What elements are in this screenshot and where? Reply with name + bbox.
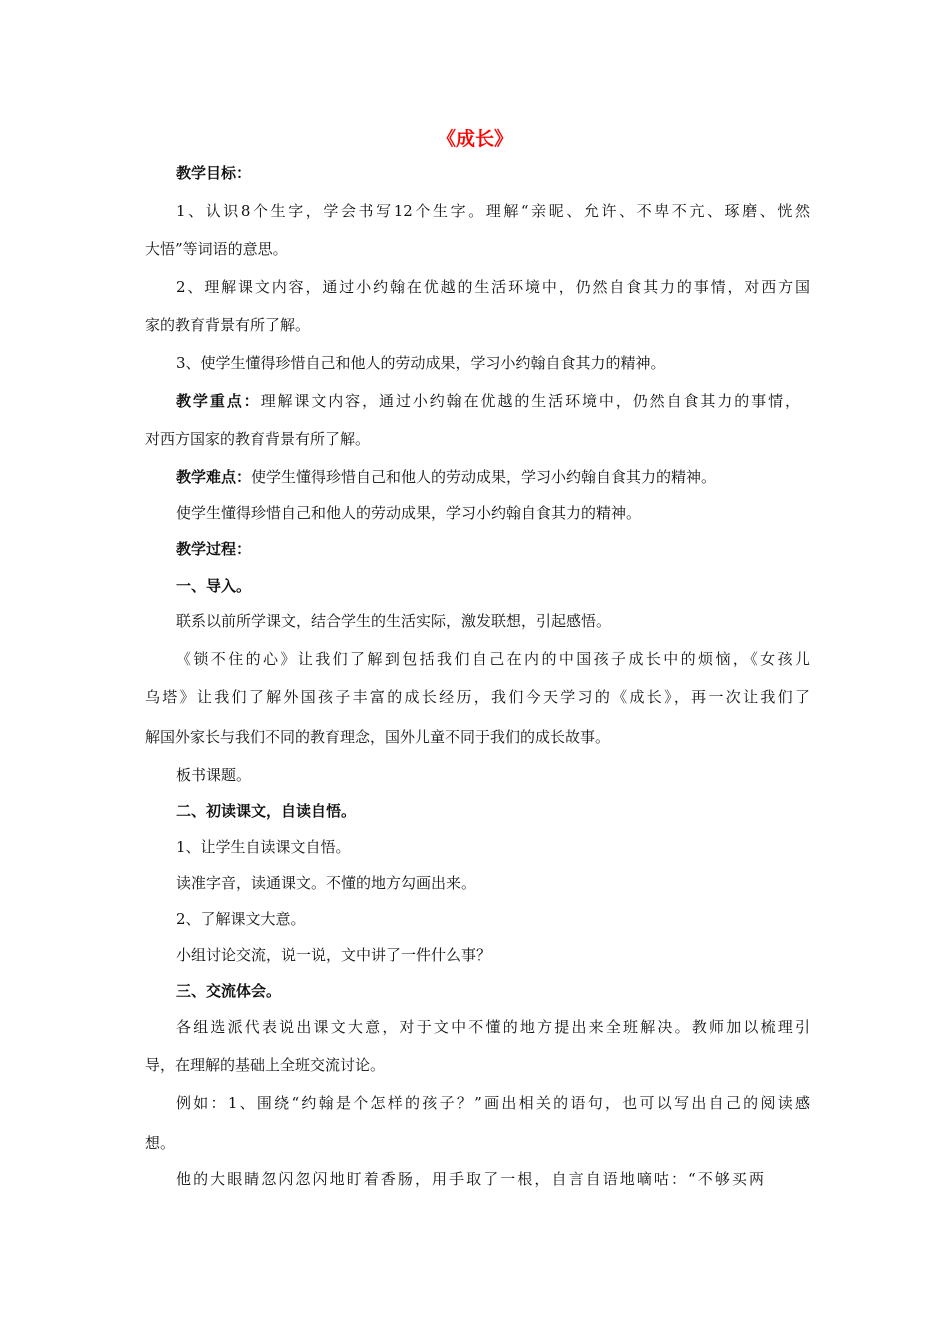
goal-2-line-2: 家的教育背景有所了解。	[145, 316, 311, 334]
section-3-paragraph-2-line-1: 例如：1、围绕“约翰是个怎样的孩子？”画出相关的语句，也可以写出自己的阅读感	[176, 1094, 810, 1112]
focus-line-2: 对西方国家的教育背景有所了解。	[145, 430, 371, 448]
section-3-paragraph-2-line-2: 想。	[145, 1134, 176, 1152]
section-1-paragraph-2-line-2: 乌塔》让我们了解外国孩子丰富的成长经历，我们今天学习的《成长》，再一次让我们了	[145, 688, 810, 706]
difficulty-text: 使学生懂得珍惜自己和他人的劳动成果，学习小约翰自食其力的精神。	[251, 468, 717, 486]
section-1-heading: 一、导入。	[176, 577, 252, 595]
section-3-paragraph-3: 他的大眼睛忽闪忽闪地盯着香肠，用手取了一根，自言自语地嘀咕：“不够买两	[176, 1170, 764, 1188]
goal-2-line-1: 2、理解课文内容，通过小约翰在优越的生活环境中，仍然自食其力的事情，对西方国	[176, 278, 810, 296]
section-3-paragraph-1-line-2: 导，在理解的基础上全班交流讨论。	[145, 1056, 386, 1074]
difficulty-repeat: 使学生懂得珍惜自己和他人的劳动成果，学习小约翰自食其力的精神。	[176, 504, 642, 522]
goals-heading: 教学目标：	[176, 164, 252, 182]
section-3-paragraph-1-line-1: 各组选派代表说出课文大意，对于文中不懂的地方提出来全班解决。教师加以梳理引	[176, 1018, 810, 1036]
section-2-item-2: 2、了解课文大意。	[176, 910, 306, 928]
focus-text: 理解课文内容，通过小约翰在优越的生活环境中，仍然自食其力的事情，	[260, 392, 800, 410]
difficulty-line	[176, 466, 841, 488]
section-1-paragraph-2-line-1: 《锁不住的心》让我们了解到包括我们自己在内的中国孩子成长中的烦恼，《女孩儿	[176, 650, 810, 668]
goal-1-line-1: 1、认识8个生字，学会书写12个生字。理解“亲昵、允许、不卑不亢、琢磨、恍然	[176, 202, 810, 220]
section-1-paragraph-2-line-3: 解国外家长与我们不同的教育理念，国外儿童不同于我们的成长故事。	[145, 728, 611, 746]
section-2-item-1: 1、让学生自读课文自悟。	[176, 838, 351, 856]
goal-3: 3、使学生懂得珍惜自己和他人的劳动成果，学习小约翰自食其力的精神。	[176, 354, 666, 372]
section-1-paragraph-3: 板书课题。	[176, 766, 252, 784]
document-title: 《成长》	[436, 128, 513, 150]
goal-1-line-2: 大悟”等词语的意思。	[145, 240, 288, 258]
difficulty-label: 教学难点：	[176, 468, 252, 486]
section-2-item-2-detail: 小组讨论交流，说一说，文中讲了一件什么事？	[176, 946, 492, 964]
section-1-paragraph-1: 联系以前所学课文，结合学生的生活实际，激发联想，引起感悟。	[176, 612, 612, 630]
section-3-heading: 三、交流体会。	[176, 982, 282, 1000]
focus-line-1	[176, 390, 800, 412]
section-2-heading: 二、初读课文，自读自悟。	[176, 802, 357, 820]
process-heading: 教学过程：	[176, 540, 252, 558]
section-2-item-1-detail: 读准字音，读通课文。不懂的地方勾画出来。	[176, 874, 477, 892]
focus-label: 教学重点：	[176, 392, 261, 410]
